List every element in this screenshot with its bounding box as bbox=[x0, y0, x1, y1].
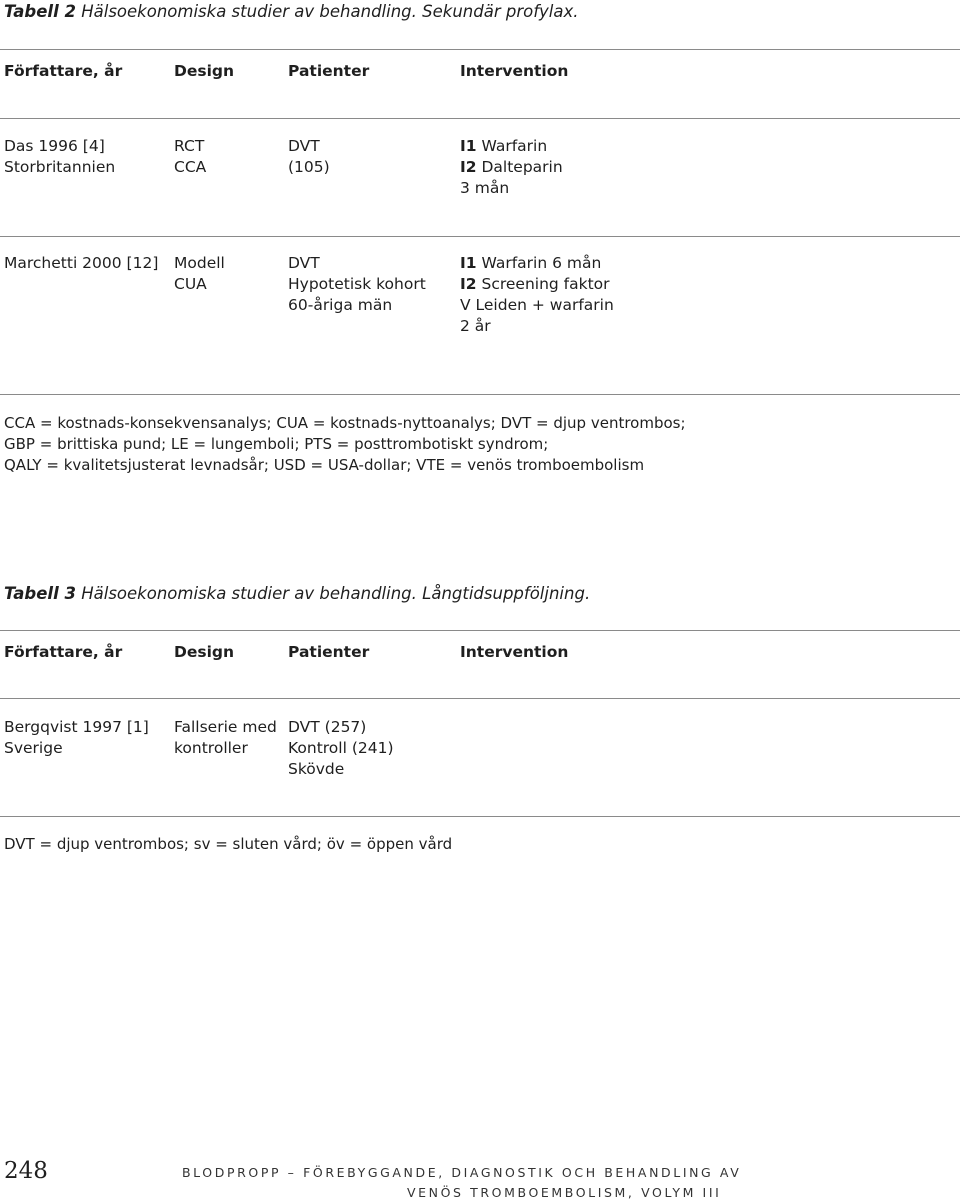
table2-caption-text: Hälsoekonomiska studier av behandling. Sekundär profylax. bbox=[81, 2, 579, 21]
running-title-line2: VENÖS TROMBOEMBOLISM, VOLYM III bbox=[407, 1185, 722, 1200]
table2-row2-patients: DVT Hypotetisk kohort 60-åriga män bbox=[288, 254, 426, 314]
table2-top-rule bbox=[0, 49, 960, 50]
page-number: 248 bbox=[4, 1158, 48, 1184]
table2-row-divider bbox=[0, 236, 960, 237]
table2-row2-design: Modell CUA bbox=[174, 254, 225, 293]
table3-caption-label: Tabell 3 bbox=[4, 584, 76, 603]
table3-header-rule bbox=[0, 698, 960, 699]
table2-row1-intervention: I1 Warfarin I2 Dalteparin 3 mån bbox=[460, 137, 563, 197]
table3-top-rule bbox=[0, 630, 960, 631]
running-title-line1: BLODPROPP – FÖREBYGGANDE, DIAGNOSTIK OCH BEHANDLING AV bbox=[182, 1165, 742, 1180]
table2-header-design: Design bbox=[174, 62, 235, 80]
table2-row2-author: Marchetti 2000 [12] bbox=[4, 254, 159, 272]
table3-caption-text: Hälsoekonomiska studier av behandling. Långtidsuppföljning. bbox=[81, 584, 591, 603]
table2-abbreviation-notes: CCA = kostnads-konsekvensanalys; CUA = kostnads-nyttoanalys; DVT = djup ventrombos; GBP = brittiska pund; LE = lungemboli; PTS = posttrombotiskt syndrom; QALY = kvalitetsjusterat levnadsår; USD = USA-dollar; VTE = venös tromboembolism bbox=[4, 414, 686, 474]
table3-header-patients: Patienter bbox=[288, 643, 370, 661]
table2-caption bbox=[4, 2, 578, 21]
table3-row1-design: Fallserie med kontroller bbox=[174, 718, 277, 757]
table3-bottom-rule bbox=[0, 816, 960, 817]
table2-row1-design: RCT CCA bbox=[174, 137, 207, 176]
table3-caption bbox=[4, 584, 590, 603]
table2-bottom-rule bbox=[0, 394, 960, 395]
table2-row1-patients: DVT (105) bbox=[288, 137, 330, 176]
table2-header-rule bbox=[0, 118, 960, 119]
table3-row1-patients: DVT (257) Kontroll (241) Skövde bbox=[288, 718, 394, 778]
table3-abbreviation-notes: DVT = djup ventrombos; sv = sluten vård; öv = öppen vård bbox=[4, 835, 453, 853]
table2-header-intervention: Intervention bbox=[460, 62, 569, 80]
table3-header-design: Design bbox=[174, 643, 235, 661]
table3-header-author: Författare, år bbox=[4, 643, 123, 661]
table2-header-author: Författare, år bbox=[4, 62, 123, 80]
table2-caption-label: Tabell 2 bbox=[4, 2, 76, 21]
table2-header-patients: Patienter bbox=[288, 62, 370, 80]
table2-row1-author: Das 1996 [4] Storbritannien bbox=[4, 137, 116, 176]
table3-row1-author: Bergqvist 1997 [1] Sverige bbox=[4, 718, 149, 757]
table2-row2-intervention: I1 Warfarin 6 mån I2 Screening faktor V Leiden + warfarin 2 år bbox=[460, 254, 614, 335]
table3-header-intervention: Intervention bbox=[460, 643, 569, 661]
